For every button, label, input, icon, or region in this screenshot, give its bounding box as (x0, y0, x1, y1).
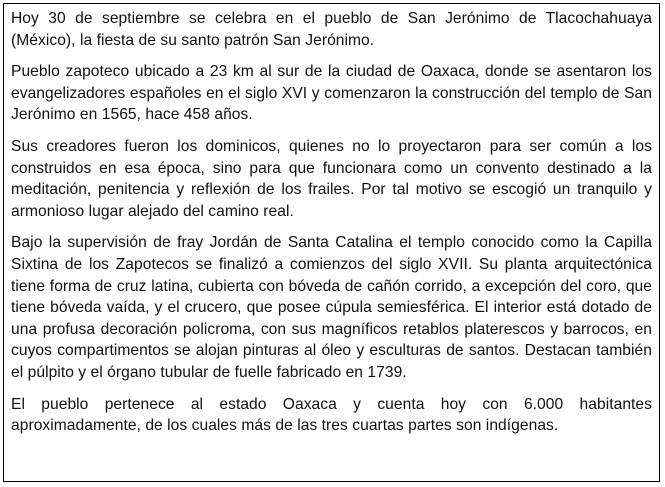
paragraph-population: El pueblo pertenece al estado Oaxaca y cuenta hoy con 6.000 habitantes aproximadamente, de los cuales más de las tres cuartas partes son indígenas. (11, 395, 652, 435)
paragraph-dominican-founders: Sus creadores fueron los dominicos, quienes no lo proyectaron para ser común a los construidos en esa época, sino para que funcionara como un convento destinado a la meditación, penitencia y reflexión de los frailes. Por tal motivo se escogió un tranquilo y armonioso lugar alejado del camino real. (11, 137, 652, 220)
paragraph-temple-architecture: Bajo la supervisión de fray Jordán de Santa Catalina el templo conocido como la Capilla Sixtina de los Zapotecos se finalizó a comienzos del siglo XVII. Su planta arquitectónica tiene forma de cruz latina, cubierta con bóveda de cañón corrido, a excepción del coro, que tiene bóveda vaída, y el crucero, que posee cúpula semiesférica. El interior está dotado de una profusa decoración policroma, con sus magníficos retablos platerescos y barrocos, en cuyos compartimentos se alojan pinturas al óleo y esculturas de santos. Destacan también el púlpito y el órgano tubular de fuelle fabricado en 1739. (11, 234, 652, 381)
paragraph-festival-date: Hoy 30 de septiembre se celebra en el pueblo de San Jerónimo de Tlacochahuaya (México), la fiesta de su santo patrón San Jerónimo. (11, 10, 652, 49)
paragraph-town-location: Pueblo zapoteco ubicado a 23 km al sur de la ciudad de Oaxaca, donde se asentaron los evangelizadores españoles en el siglo XVI y comenzaron la construcción del templo de San Jerónimo en 1565, hace 458 años. (11, 63, 652, 124)
text-box (3, 3, 660, 482)
